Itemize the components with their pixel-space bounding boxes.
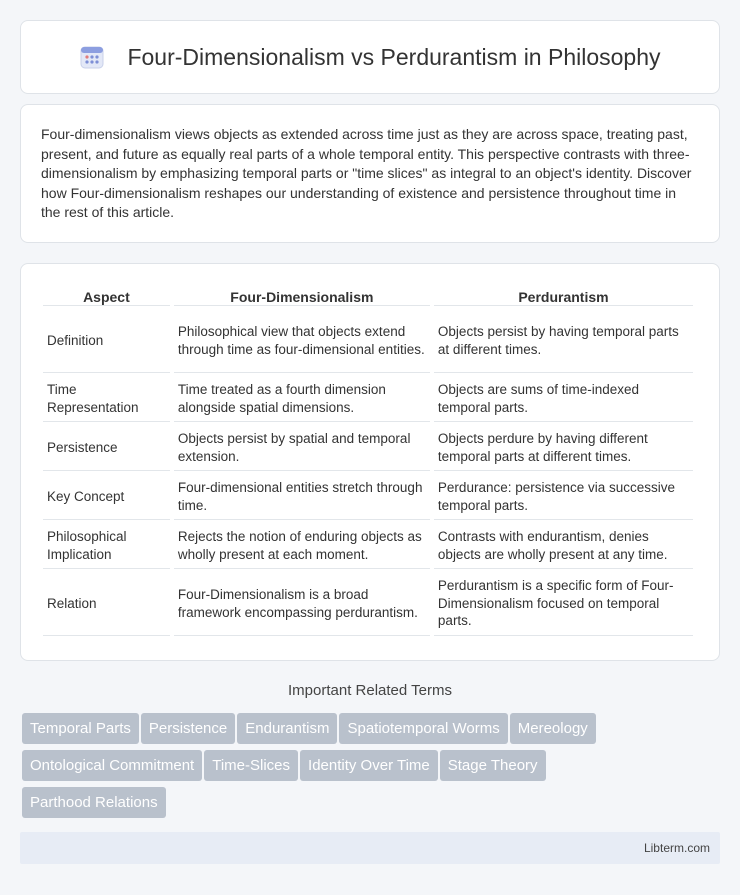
header-card xyxy=(20,20,720,94)
header-perdurantism: Perdurantism xyxy=(434,282,693,306)
four-dimensionalism-cell: Four-dimensional entities stretch through time. xyxy=(174,473,430,520)
aspect-cell: Philosophical Implication xyxy=(43,522,170,569)
tag-ontological-commitment[interactable]: Ontological Commitment xyxy=(22,750,202,781)
table-row xyxy=(43,375,693,422)
tag-mereology[interactable]: Mereology xyxy=(510,713,596,744)
footer xyxy=(20,832,720,864)
related-terms-tags xyxy=(22,713,722,824)
table-row xyxy=(43,424,693,471)
comparison-table xyxy=(39,280,697,638)
tag-spatiotemporal-worms[interactable]: Spatiotemporal Worms xyxy=(339,713,507,744)
tag-identity-over-time[interactable]: Identity Over Time xyxy=(300,750,438,781)
tag-time-slices[interactable]: Time-Slices xyxy=(204,750,298,781)
four-dimensionalism-cell: Rejects the notion of enduring objects as wholly present at each moment. xyxy=(174,522,430,569)
tag-endurantism[interactable]: Endurantism xyxy=(237,713,337,744)
intro-text: Four-dimensionalism views objects as extended across time just as they are across space, treating past, present, and future as equally real parts of a whole temporal entity. This perspective contrasts with three-dimensionalism by emphasizing temporal parts or "time slices" as integral to an object's identity. Discover how Four-dimensionalism reshapes our understanding of existence and persistence throughout time in the rest of this article. xyxy=(41,126,692,220)
page-title: Four-Dimensionalism vs Perdurantism in Philosophy xyxy=(127,43,661,70)
perdurantism-cell: Perdurantism is a specific form of Four-Dimensionalism focused on temporal parts. xyxy=(434,571,693,636)
header-four-dimensionalism: Four-Dimensionalism xyxy=(174,282,430,306)
related-terms-title: Important Related Terms xyxy=(288,682,452,699)
perdurantism-cell: Objects are sums of time-indexed temporal parts. xyxy=(434,375,693,422)
table-row xyxy=(43,308,693,373)
tag-persistence[interactable]: Persistence xyxy=(141,713,235,744)
table-row xyxy=(43,473,693,520)
tag-temporal-parts[interactable]: Temporal Parts xyxy=(22,713,139,744)
tag-parthood-relations[interactable]: Parthood Relations xyxy=(22,787,166,818)
perdurantism-cell: Perdurance: persistence via successive temporal parts. xyxy=(434,473,693,520)
table-row xyxy=(43,571,693,636)
aspect-cell: Persistence xyxy=(43,424,170,471)
aspect-cell: Definition xyxy=(43,308,170,373)
four-dimensionalism-cell: Four-Dimensionalism is a broad framework encompassing perdurantism. xyxy=(174,571,430,636)
calendar-grid-icon xyxy=(79,44,105,70)
four-dimensionalism-cell: Time treated as a fourth dimension alongside spatial dimensions. xyxy=(174,375,430,422)
header-aspect: Aspect xyxy=(43,282,170,306)
table-header-row xyxy=(43,282,693,306)
aspect-cell: Relation xyxy=(43,571,170,636)
perdurantism-cell: Objects perdure by having different temporal parts at different times. xyxy=(434,424,693,471)
aspect-cell: Time Representation xyxy=(43,375,170,422)
table-row xyxy=(43,522,693,569)
comparison-table-card xyxy=(20,263,720,661)
footer-site-link[interactable]: Libterm.com xyxy=(643,841,710,855)
four-dimensionalism-cell: Objects persist by spatial and temporal extension. xyxy=(174,424,430,471)
tag-stage-theory[interactable]: Stage Theory xyxy=(440,750,546,781)
intro-card xyxy=(20,104,720,243)
perdurantism-cell: Contrasts with endurantism, denies objects are wholly present at any time. xyxy=(434,522,693,569)
aspect-cell: Key Concept xyxy=(43,473,170,520)
perdurantism-cell: Objects persist by having temporal parts at different times. xyxy=(434,308,693,373)
four-dimensionalism-cell: Philosophical view that objects extend through time as four-dimensional entities. xyxy=(174,308,430,373)
